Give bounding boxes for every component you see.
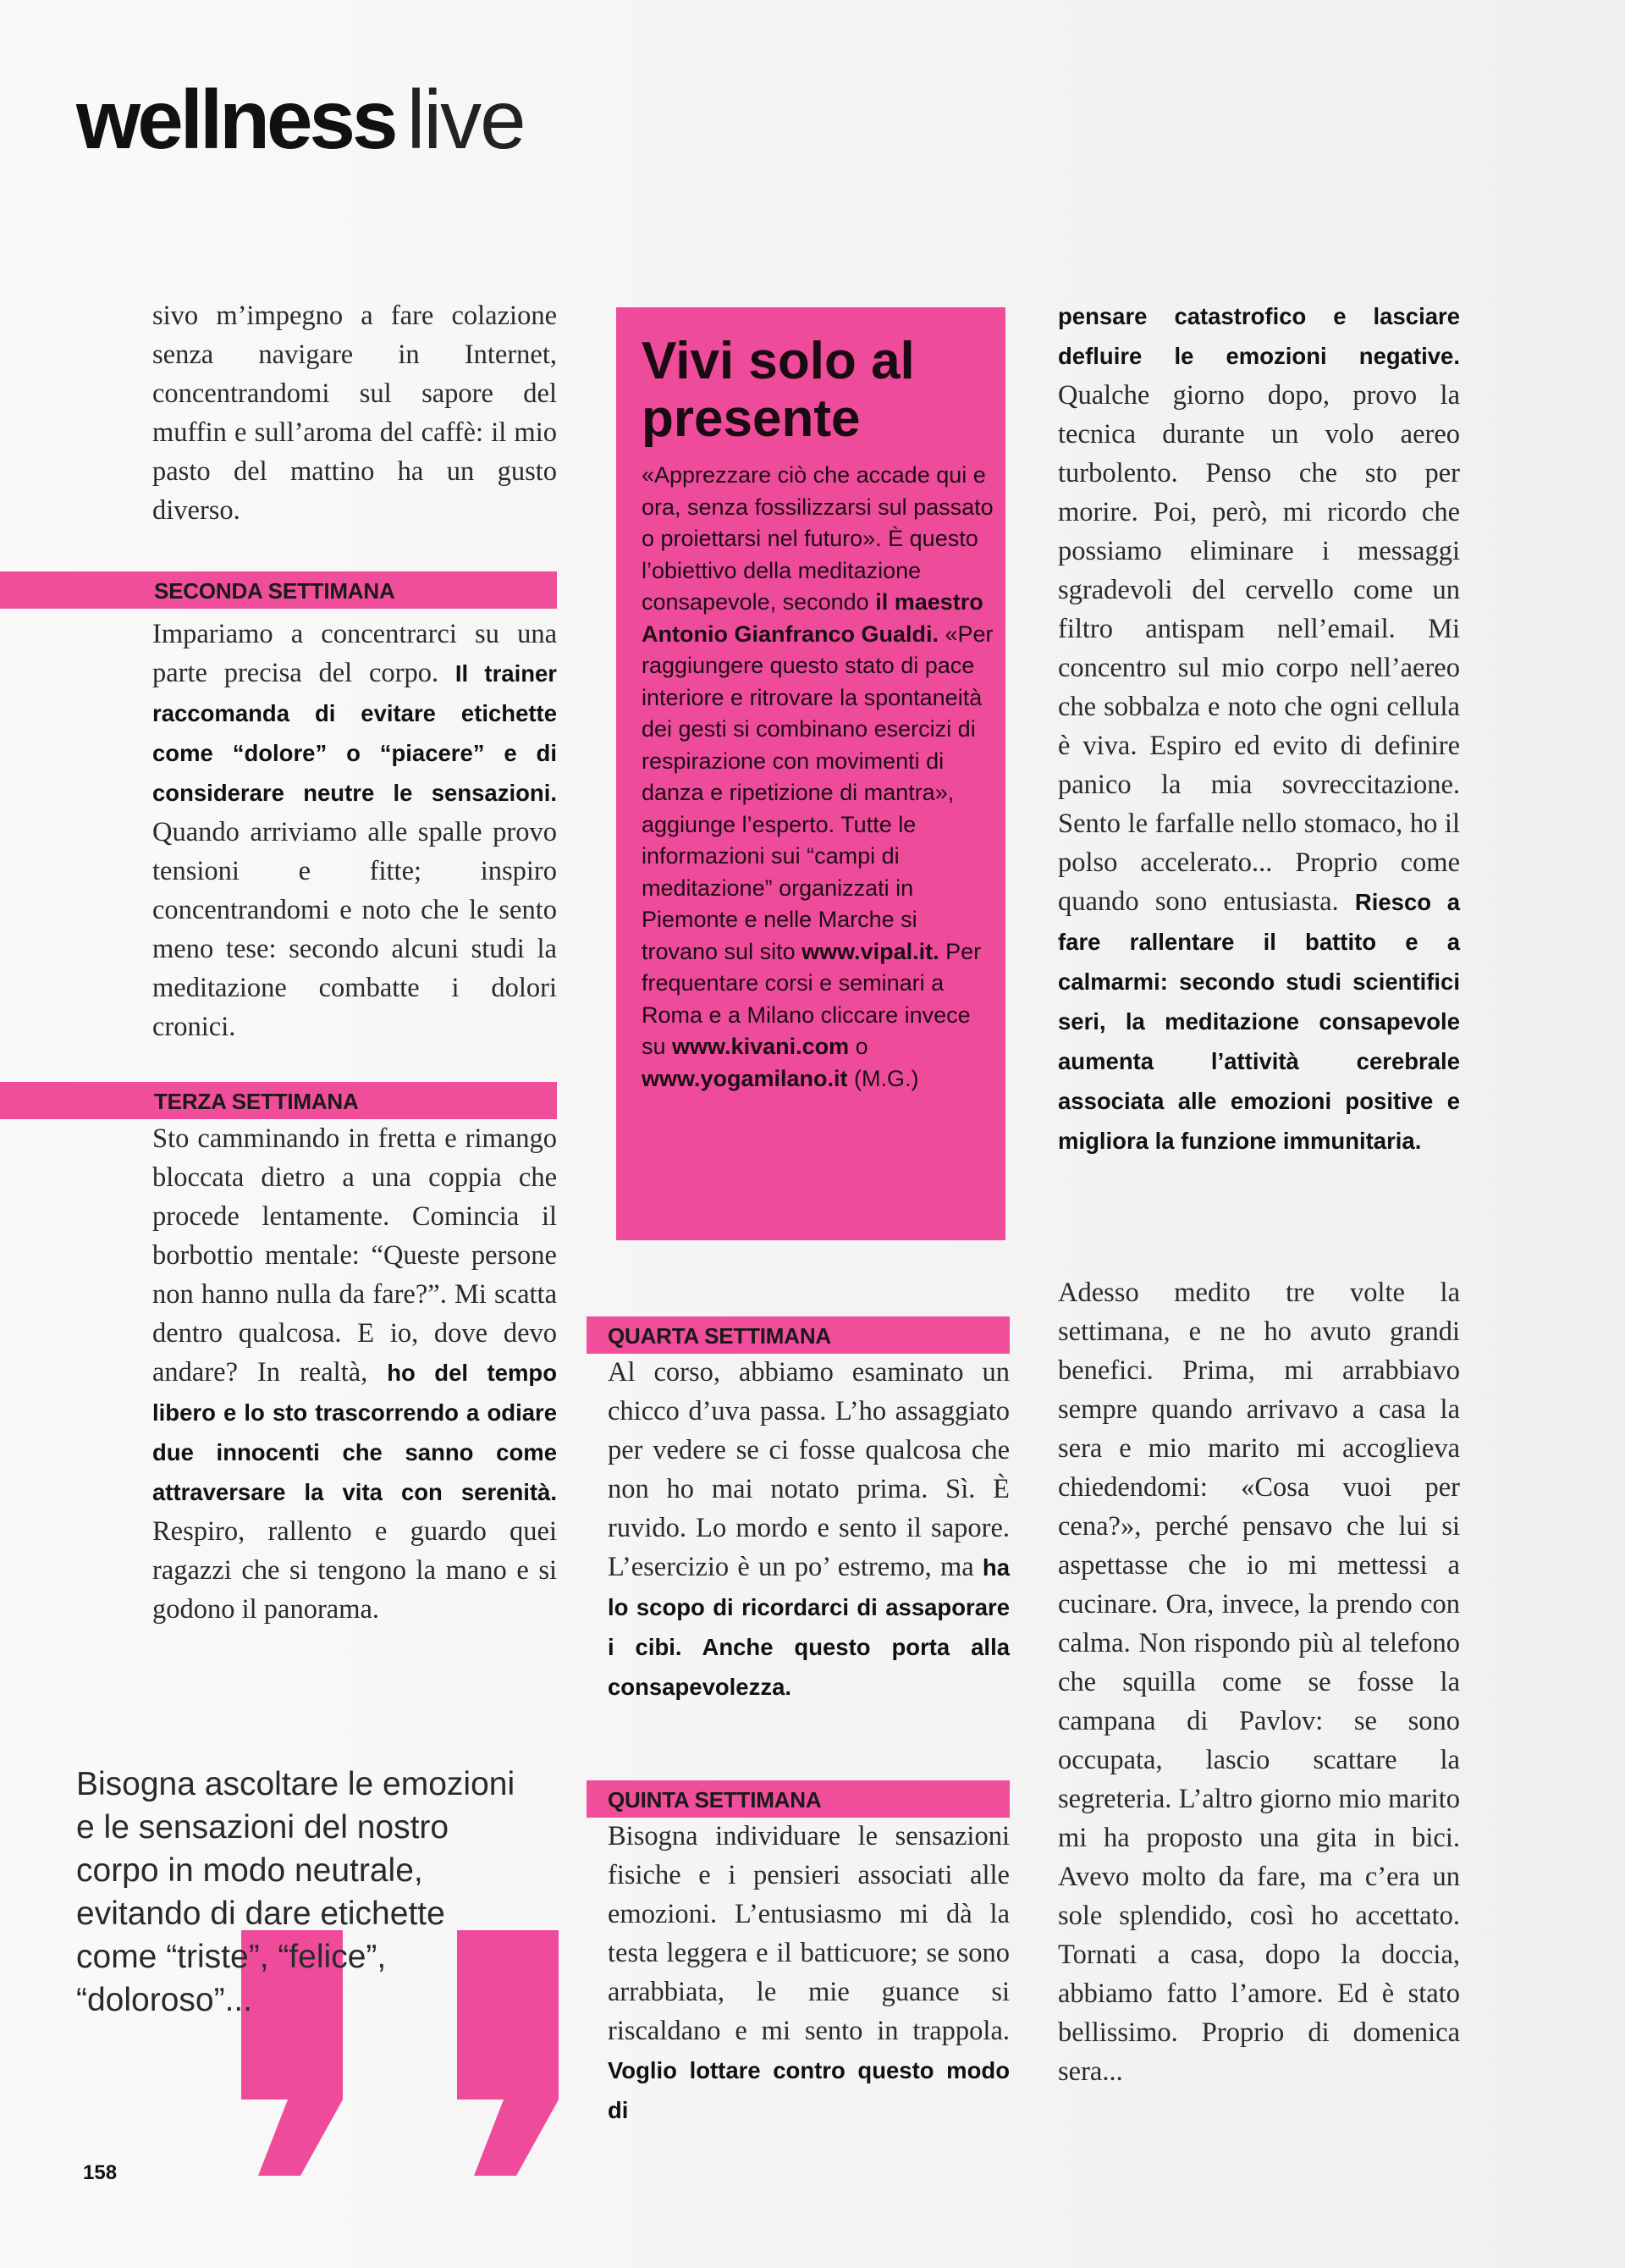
box-text-5: Per frequentare corsi e seminari a Roma e a Milano cliccare invece su <box>642 938 982 1059</box>
col3-paragraph-1 <box>1058 296 1460 1161</box>
section-title-seconda: SECONDA SETTIMANA <box>154 578 395 604</box>
box-link-kivani: www.kivani.com <box>672 1034 850 1059</box>
pull-quote: Bisogna ascoltare le emozioni e le sensazioni del nostro corpo in modo neutrale, evitando di dare etichette come “triste”, “felice”, “doloroso”... <box>76 1766 515 2018</box>
terza-text-c: Respiro, rallento e guardo quei ragazzi che si tengono la mano e si godono il panorama. <box>152 1516 557 1625</box>
quarta-text-bold: ha lo scopo di ricordarci di assaporare i cibi. Anche questo porta alla consapevolezza. <box>608 1554 1011 1700</box>
terza-text-bold: ho del tempo libero e lo sto trascorrendo a odiare due innocenti che sanno come attraversare la vita con serenità. <box>152 1360 557 1505</box>
seconda-text-c: Quando arriviamo alle spalle provo tensioni e fitte; inspiro concentrandomi e noto che le sento meno tese: secondo alcuni studi la meditazione combatte i dolori cronici. <box>152 817 557 1042</box>
section-header <box>76 73 525 166</box>
section-title-quinta: QUINTA SETTIMANA <box>608 1787 822 1813</box>
col3-text-a: Qualche giorno dopo, provo la tecnica durante un volo aereo turbolento. Penso che sto per morire. Poi, però, mi ricordo che possiamo eliminare i messaggi sgradevoli del cervello come un filtro antispam nell’email. Mi concentro sul mio corpo nell’aereo che sobbalza e noto che ogni cellula è viva. Espiro ed evito di definire panico la mia sovreccitazione. Sento le farfalle nello stomaco, ho il polso accelerato... Proprio come quando sono entusiasta. <box>1058 380 1460 917</box>
seconda-text-a: Impariamo a concentrarci su una parte precisa del corpo. <box>152 619 557 688</box>
box-text-7: o <box>855 1034 868 1059</box>
terza-text-a: Sto camminando in fretta e rimango bloccata dietro a una coppia che procede lentamente. Comincia il borbottio mentale: “Queste persone non hanno nulla da fare?”. Mi scatta dentro qualcosa. E io, dove devo andare? In realtà, <box>152 1123 557 1388</box>
page-number: 158 <box>83 2161 118 2184</box>
col2-quinta-body <box>608 1817 1010 2130</box>
quarta-text-a: Al corso, abbiamo esaminato un chicco d’uva passa. L’ho assaggiato per vedere se ci fosse qualcosa che non ho mai notato prima. Sì. È ruvido. Lo mordo e sento il sapore. L’esercizio è un po’ estremo, ma <box>608 1357 1010 1582</box>
box-link-vipal: www.vipal.it. <box>801 938 939 964</box>
col3-lower <box>1058 1273 1460 2091</box>
col2-quarta-body <box>608 1353 1010 1707</box>
section-bar-terza <box>0 1082 557 1119</box>
sidebar-box <box>616 307 1005 1240</box>
column-1 <box>152 296 557 530</box>
section-bar-quarta <box>587 1316 1010 1354</box>
box-maestro-name: il maestro Antonio Gianfranco Gualdi. <box>642 589 983 647</box>
section-bar-seconda <box>0 571 557 609</box>
quinta-text-a: Bisogna individuare le sensazioni fisiche e i pensieri associati alle emozioni. L’entusiasmo mi dà la testa leggera e il batticuore; se sono arrabbiata, le mie guance si riscaldano e mi sento in trappola. <box>608 1821 1010 2046</box>
column-3 <box>1058 296 1460 1161</box>
col3-paragraph-2: Adesso medito tre volte la settimana, e ne ho avuto grandi benefici. Prima, mi arrabbiavo sempre quando arrivavo a casa la sera e mio marito mi accoglieva chiedendomi: «Cosa vuoi per cena?», perché pensavo che lui si aspettasse che io mi mettessi a cucinare. Ora, invece, la prendo con calma. Non rispondo più al telefono che squilla come se fosse la campana di Pavlov: se sono occupata, lascio scattare la segreteria. L’altro giorno mio marito mi ha proposto una gita in bici. Avevo molto da fare, ma c’era un sole splendido, così ho accettato. Tornati a casa, dopo la doccia, abbiamo fatto l’amore. Ed è stato bellissimo. Proprio di domenica sera... <box>1058 1277 1460 2087</box>
seconda-text-bold: Il trainer raccomanda di evitare etichette come “dolore” o “piacere” e di considerare neutre le sensazioni. <box>152 660 558 806</box>
section-title-quarta: QUARTA SETTIMANA <box>608 1323 831 1349</box>
col1-seconda-body <box>152 615 557 1046</box>
box-text-1: «Apprezzare ciò che accade qui e ora, senza fossilizzarsi sul passato o proiettarsi nel futuro». È questo l’obiettivo della meditazione consapevole, secondo <box>642 462 994 615</box>
box-credit: (M.G.) <box>854 1065 919 1091</box>
header-light-word: live <box>406 73 525 166</box>
box-text <box>642 460 997 1095</box>
box-link-yogamilano: www.yogamilano.it <box>642 1065 848 1091</box>
box-title: Vivi solo al presente <box>642 332 915 448</box>
col3-text-bold: Riesco a fare rallentare il battito e a calmarmi: secondo studi scientifici seri, la meditazione consapevole aumenta l’attività cerebrale associata alle emozioni positive e migliora la funzione immunitaria. <box>1058 889 1461 1154</box>
quinta-text-bold: Voglio lottare contro questo modo di <box>608 2057 1010 2123</box>
header-bold-word: wellness <box>76 73 395 166</box>
col1-terza-body <box>152 1119 557 1629</box>
section-title-terza: TERZA SETTIMANA <box>154 1089 359 1114</box>
col1-intro: sivo m’impegno a fare colazione senza navigare in Internet, concentrandomi sul sapore del muffin e sull’aroma del caffè: il mio pasto del mattino ha un gusto diverso. <box>152 301 557 526</box>
section-bar-quinta <box>587 1780 1010 1818</box>
box-text-3: «Per raggiungere questo stato di pace interiore e ritrovare la spontaneità dei gesti si combinano esercizi di respirazione con movimenti di danza e ripetizione di mantra», aggiunge l’esperto. Tutte le informazioni sui “campi di meditazione” organizzati in Piemonte e nelle Marche si trovano sul sito <box>642 621 994 964</box>
col3-bold-lead: pensare catastrofico e lasciare defluire le emozioni negative. <box>1058 303 1460 369</box>
